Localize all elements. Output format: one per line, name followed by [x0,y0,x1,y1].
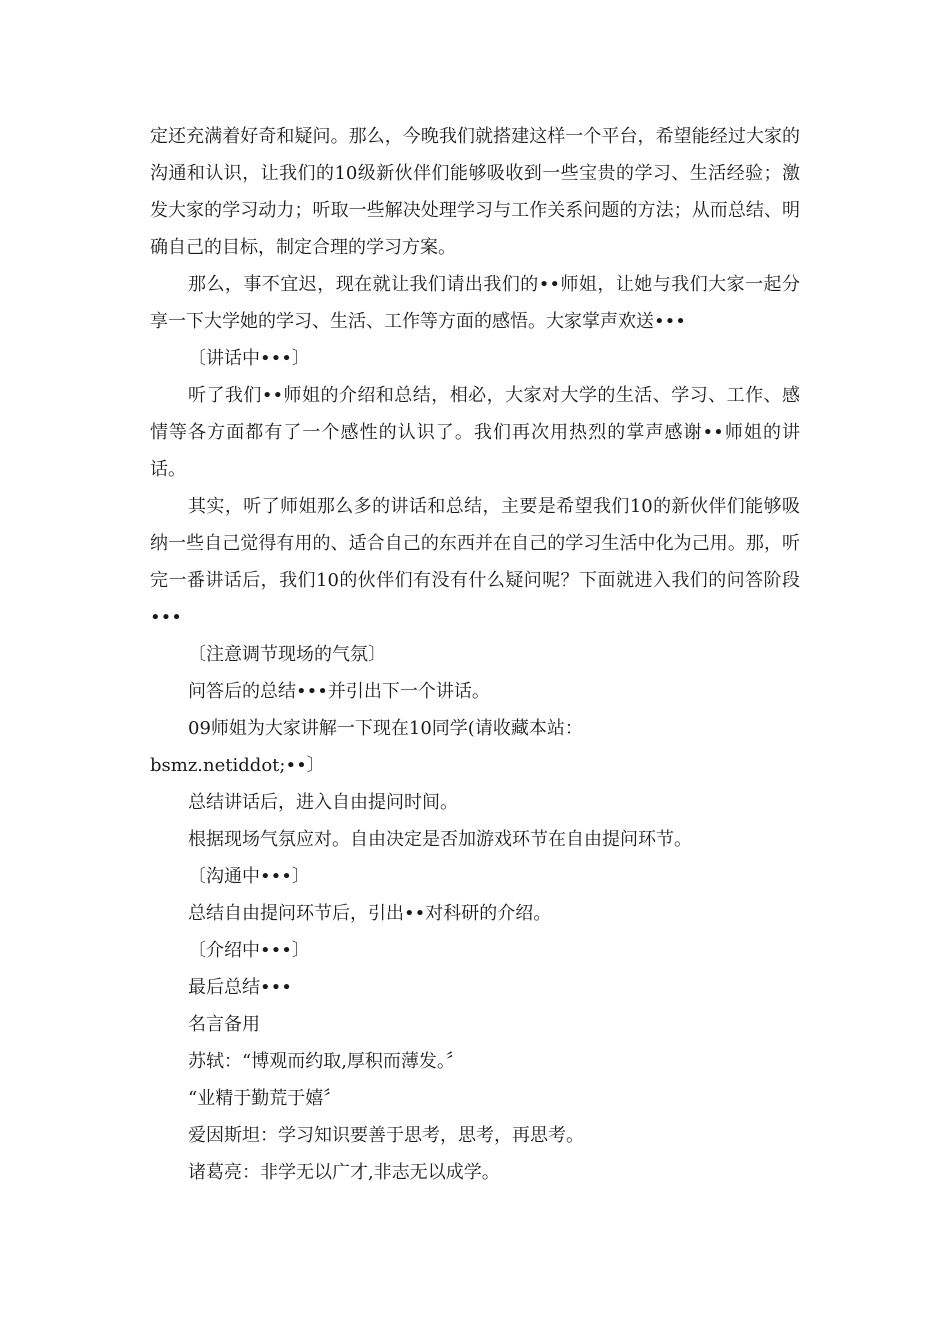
paragraph-free-questions: 总结讲话后，进入自由提问时间。 [188,792,458,813]
paragraph-intro-continued: 定还充满着好奇和疑问。那么，今晚我们就搭建这样一个平台，希望能经过大家的沟通和认识，让我们的10级新伙伴们能够吸收到一些宝贵的学习、生活经验；激发大家的学习动力；听取一些解决处理学习与工作关系问题的方法；从而总结、明确自己的目标，制定合理的学习方案。 [150,126,800,258]
quote-zhuge-liang: 诸葛亮：非学无以广才,非志无以成学。 [188,1162,500,1183]
paragraph-thanks-speaker: 听了我们••师姐的介绍和总结，相必，大家对大学的生活、学习、工作、感情等各方面都有了一个感性的认识了。我们再次用热烈的掌声感谢••师姐的讲话。 [150,385,800,480]
stage-note-communicating: 〔沟通中•••〕 [188,866,310,887]
paragraph-site-note: bsmz.netiddot;••〕 [150,755,325,776]
stage-note-introducing: 〔介绍中•••〕 [188,940,310,961]
stage-note-speaking: 〔讲话中•••〕 [188,348,310,369]
document-body [150,118,800,1191]
paragraph-senior-explains: 09师姐为大家讲解一下现在10同学(请收藏本站： [188,718,583,739]
paragraph-atmosphere-response: 根据现场气氛应对。自由决定是否加游戏环节在自由提问环节。 [188,829,692,850]
stage-note-atmosphere: 〔注意调节现场的气氛〕 [188,644,386,665]
quote-diligence: “业精于勤荒于嬉〞 [188,1088,342,1109]
quote-einstein: 爱因斯坦：学习知识要善于思考，思考，再思考。 [188,1125,584,1146]
paragraph-invite-speaker: 那么，事不宜迟，现在就让我们请出我们的••师姐，让她与我们大家一起分享一下大学她的学习、生活、工作等方面的感悟。大家掌声欢送••• [150,274,800,332]
heading-quotes: 名言备用 [188,1014,260,1035]
paragraph-qa-summary: 问答后的总结•••并引出下一个讲话。 [188,681,490,702]
paragraph-final-summary: 最后总结••• [188,977,292,998]
paragraph-research-intro: 总结自由提问环节后，引出••对科研的介绍。 [188,903,552,924]
paragraph-qa-intro: 其实，听了师姐那么多的讲话和总结，主要是希望我们10的新伙伴们能够吸纳一些自己觉得有用的、适合自己的东西并在自己的学习生活中化为己用。那，听完一番讲话后，我们10的伙伴们有没有什么疑问呢？下面就进入我们的问答阶段••• [150,496,800,628]
quote-su-shi: 苏轼：“博观而约取,厚积而薄发。〞 [188,1051,464,1072]
